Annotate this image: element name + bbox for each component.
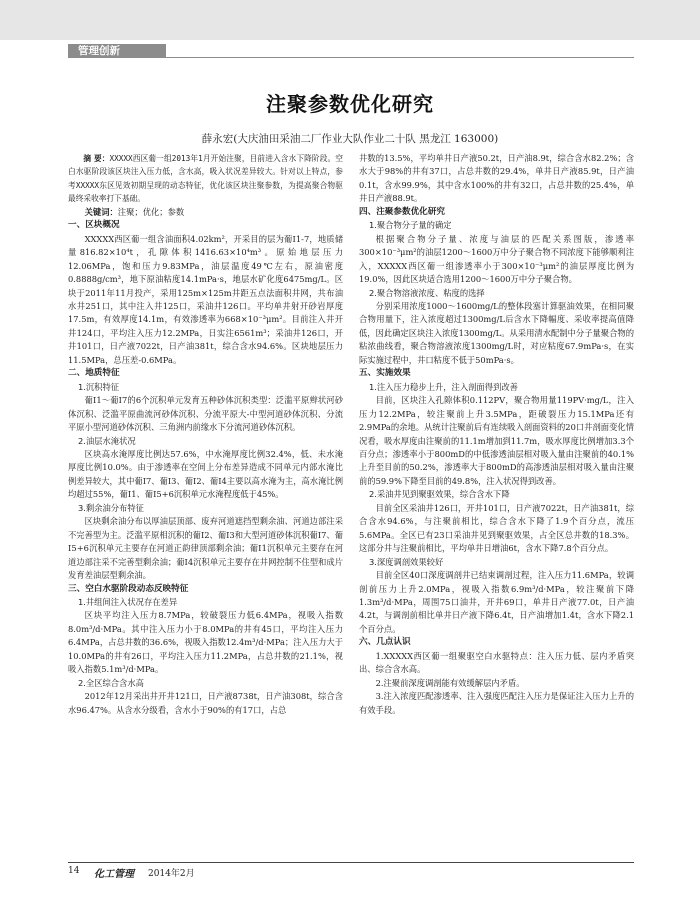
paragraph: 分别采用浓度1000～1600mg/L的整体段塞计算驱油效果，在相同聚合物用量下，注入浓度超过1300mg/L后含水下降幅度、采收率提高值降低，因此确定区块注入浓度1300mg/L。从采用清水配制中分子量聚合物的粘浓曲线看，聚合物溶液浓度1300mg/L时，对应粘度67.9mPa·s，在实际实施过程中，井口粘度不低于50mPa·s。 — [359, 300, 634, 365]
subsection-heading: 2.全区综合含水高 — [77, 677, 144, 688]
paragraph: 目前全区40口深度调剖井已结束调剖过程，注入压力11.6MPa，较调剖前压力上升2.0MPa，视吸入指数6.9m³/d·MPa，较注聚前下降1.3m³/d·MPa，周围75口油井，开井69口，单井日产液77.0t，日产油4.2t，与调剖前相比单井日产液下降6.4t，日产油增加1.4t，含水下降2.1个百分点。 — [359, 570, 634, 634]
paragraph: 区块剩余油分布以厚油层顶部、废弃河道遮挡型剩余油、河道边部注采不完善型为主。泛滥平原相沉积的葡Ⅰ2、葡Ⅰ3和大型河道砂体沉积葡Ⅰ7、葡Ⅰ5+6沉积单元主要存在河道正韵律顶部剩余油；葡Ⅰ1沉积单元主要存在河道边部注采不完善型剩余油；葡Ⅰ4沉积单元主要存在井网控制不住型和成片发育差油层型剩余油。 — [68, 516, 343, 581]
paragraph: 目前全区采油井126口，开井101口，日产液7022t，日产油381t，综合含水94.6%，与注聚前相比，综合含水下降了1.9个百分点，流压5.6MPa。全区已有23口采油井见到聚驱效果，占全区总井数的18.3%。这部分井与注聚前相比，平均单井日增油6t，含水下降7.8个百分点。 — [359, 502, 634, 554]
subsection-heading: 2.聚合物溶液浓度、粘度的选择 — [368, 287, 485, 298]
text: 注聚；优化；参数 — [117, 206, 185, 217]
paragraph: 2012年12月采出井开井121口，日产液8738t，日产油308t，综合含水96.47%。从含水分级看，含水小于90%的有17口，占总 — [68, 691, 343, 715]
left-column — [68, 152, 343, 717]
subsection-heading: 1.沉积特征 — [77, 381, 120, 392]
paragraph: XXXXX西区葡一组含油面积4.02km²，开采目的层为葡Ⅰ1-7，地质储量816.82×10⁴t，孔隙体积1416.63×10⁴m³。原始地层压力12.06MPa，饱和压力9.83MPa，油层温度49℃左右，原油密度0.8888g/cm³，地下原油粘度14.1mPa·s，地层水矿化度6475mg/L。区块于2011年11月投产，采用125m×125m井距五点法面积井网，共布油水井251口，其中注入井125口，采油井126口。平均单井射开砂岩厚度17.5m，有效厚度14.1m，有效渗透率为668×10⁻³μm²。目前注入井开井124口，平均注入压力12.2MPa，日实注6561m³；采油井126口，开井101口，日产液7022t，日产油381t，综合含水94.6%。区块地层压力11.5MPa，总压差-0.6MPa。 — [68, 233, 343, 365]
footer-rule — [68, 862, 634, 863]
section-tab: 管理创新 — [68, 44, 166, 58]
article-author: 薛永宏(大庆油田采油二厂作业大队作业二十队 黑龙江 163000) — [201, 133, 499, 145]
section-heading: 六、几点认识 — [359, 637, 411, 648]
paragraph: 区块平均注入压力8.7MPa，较破裂压力低6.4MPa，视吸入指数8.0m³/d·MPa。其中注入压力小于8.0MPa的井有45口，平均注入压力6.4MPa，占总井数的36.6%，视吸入指数12.4m³/d·MPa；注入压力大于10.0MPa的井有26口，平均注入压力11.2MPa，占总井数的21.1%，视吸入指数5.1m³/d·MPa。 — [68, 610, 343, 675]
section-heading: 三、空白水驱阶段动态反映特征 — [68, 583, 189, 594]
page-header — [0, 0, 700, 55]
paragraph: 目前，区块注入孔隙体积0.112PV，聚合物用量119PV·mg/L，注入压力12.2MPa，较注聚前上升3.5MPa，距破裂压力15.1MPa还有2.9MPa的余地。从统计注聚前后有连续吸入剖面资料的20口井剖面变化情况看，吸水厚度由注聚前的11.1m增加到11.7m，吸水厚度比例增加3.3个百分点；渗透率小于800mD的中低渗透油层相对吸入量由注聚前的40.1%上升至目前的50.2%，渗透率大于800mD的高渗透油层相对吸入量由注聚前的59.9%下降至目前的49.8%，注入状况得到改善。 — [359, 395, 634, 486]
paragraph: 1.XXXXX西区葡一组聚驱空白水驱特点：注入压力低、层内矛盾突出、综合含水高。 — [359, 650, 634, 675]
header-band — [0, 0, 700, 40]
magazine-name: 化工管理 — [94, 869, 134, 880]
paragraph: 2.注聚前深度调剖能有效缓解层内矛盾。 — [375, 677, 525, 688]
subsection-heading: 1.注入压力稳步上升，注入剖面得到改善 — [368, 381, 518, 392]
page-number: 14 — [68, 866, 80, 876]
article-title: 注聚参数优化研究 — [266, 92, 434, 116]
subsection-heading: 1.聚合物分子量的确定 — [368, 220, 452, 231]
section-heading: 一、区块概况 — [68, 220, 120, 231]
subsection-heading: 1.井组间注入状况存在差异 — [77, 596, 178, 607]
header-rule — [68, 57, 634, 58]
section-heading: 五、实施效果 — [359, 368, 411, 379]
abstract — [68, 152, 343, 206]
right-column — [359, 152, 634, 717]
label: 关键词： — [84, 206, 118, 217]
issue-date: 2014年2月 — [148, 869, 195, 879]
section-heading: 二、地质特征 — [68, 368, 120, 379]
paragraph: 根据聚合物分子量、浓度与油层的匹配关系图版，渗透率300×10⁻³μm²的油层1200～1600万中分子聚合物不同浓度下能够顺利注入，XXXXX西区葡一组渗透率小于300×10⁻³μm²的油层厚度比例为19.0%，因此区块适合选用1200～1600万中分子聚合物。 — [359, 233, 634, 285]
paragraph: 葡Ⅰ1～葡Ⅰ7的6个沉积单元发育五种砂体沉积类型：泛滥平原辫状河砂体沉积、泛滥平原曲流河砂体沉积、分流平原大-中型河道砂体沉积、分流平原小型河道砂体沉积、三角洲内前缘水下分流河道砂体沉积。 — [68, 395, 343, 433]
subsection-heading: 3.深度调剖效果较好 — [368, 556, 444, 567]
keywords — [68, 206, 343, 219]
paragraph: 井数的13.5%，平均单井日产液50.2t，日产油8.9t，综合含水82.2%；含水大于98%的井有37口，占总井数的29.4%，单井日产液85.9t，日产油0.1t，含水99.9%，其中含水100%的井有32口，占总井数的25.4%，单井日产液88.9t。 — [359, 153, 634, 204]
text: XXXXX西区葡一组2013年1月开始注聚，目前进入含水下降阶段。空白水驱阶段该区块注入压力低，含水高，吸入状况差异较大。针对以上特点，参考XXXXX东区见效初期呈现的动态特征，优化该区块注聚参数，为提高聚合物驱最终采收率打下基础。 — [68, 154, 343, 204]
paragraph: 3.注入浓度匹配渗透率、注入强度匹配注入压力是保证注入压力上升的有效手段。 — [359, 691, 634, 715]
paragraph: 区块高水淹厚度比例达57.6%，中水淹厚度比例32.4%，低、未水淹厚度比例10.0%。由于渗透率在空间上分布差异造成不同单元内部水淹比例差异较大，其中葡Ⅰ7、葡Ⅰ3、葡Ⅰ2、葡Ⅰ4主要以高水淹为主，高水淹比例均超过55%，葡Ⅰ1、葡Ⅰ5+6沉积单元水淹程度低于45%。 — [68, 448, 343, 500]
subsection-heading: 2.采油井见到聚驱效果，综合含水下降 — [368, 489, 510, 500]
section-heading: 四、注聚参数优化研究 — [359, 206, 445, 217]
subsection-heading: 2.油层水淹状况 — [77, 435, 136, 446]
label: 摘 要： — [83, 154, 110, 163]
page-footer — [68, 866, 634, 882]
subsection-heading: 3.剩余油分布特征 — [77, 502, 144, 513]
